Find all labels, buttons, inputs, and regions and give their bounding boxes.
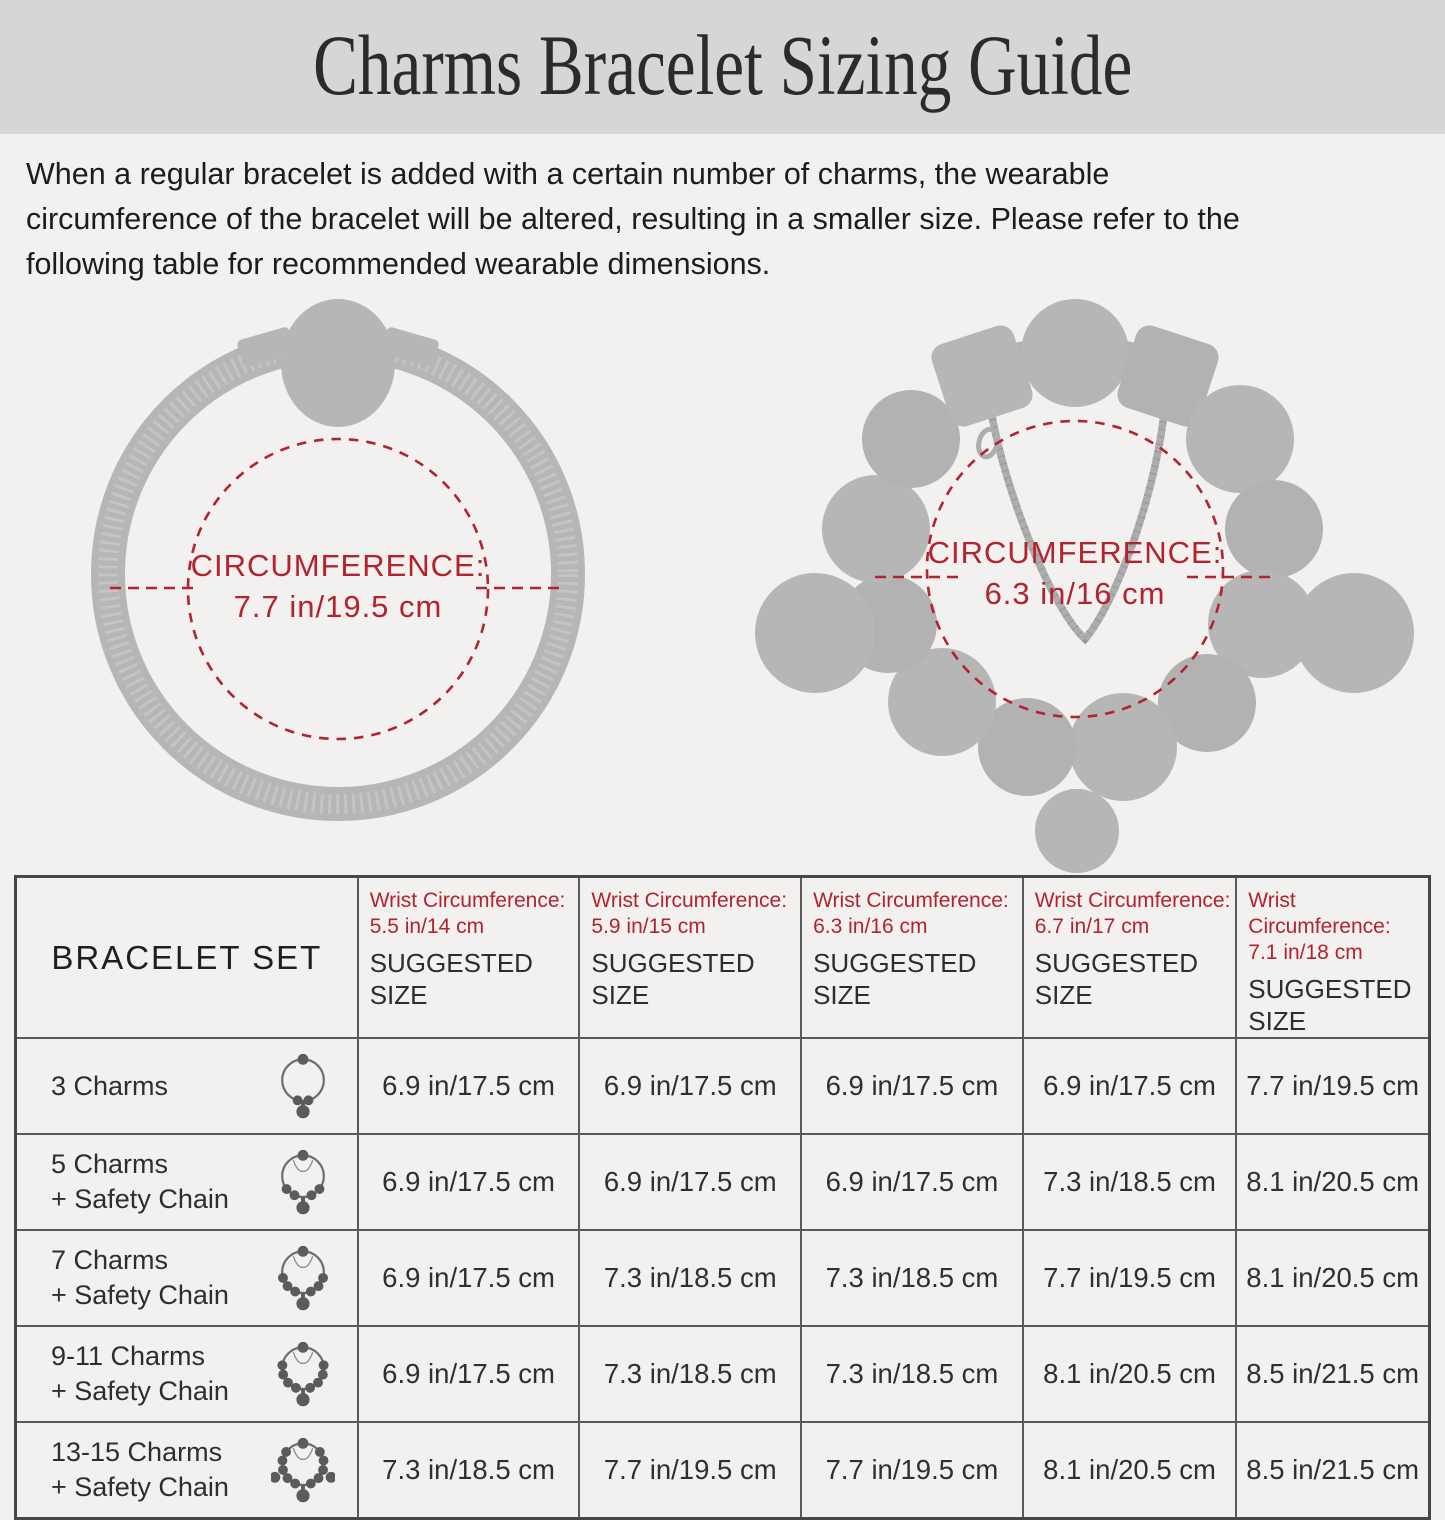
size-cell: 6.9 in/17.5 cm	[801, 1134, 1023, 1230]
size-cell: 8.1 in/20.5 cm	[1023, 1326, 1237, 1422]
size-cell: 6.9 in/17.5 cm	[579, 1134, 801, 1230]
set-label: 5 Charms + Safety Chain	[51, 1149, 229, 1214]
size-cell: 7.3 in/18.5 cm	[1023, 1134, 1237, 1230]
table-row	[16, 1326, 1430, 1422]
bracelet-set-cell	[16, 1326, 358, 1422]
charm-bracelet-diagram	[737, 291, 1427, 876]
intro-line: When a regular bracelet is added with a certain number of charms, the wearable	[26, 157, 1110, 191]
dangle-charm-right	[1294, 573, 1414, 693]
header-row	[16, 877, 1430, 1039]
page-title: Charms Bracelet Sizing Guide	[312, 19, 1133, 114]
title-banner	[0, 0, 1445, 134]
size-cell: 7.7 in/19.5 cm	[801, 1422, 1023, 1519]
wrist-header-cell	[1236, 877, 1429, 1039]
size-cell: 7.3 in/18.5 cm	[358, 1422, 580, 1519]
suggested-size-label: SUGGESTED SIZE	[369, 948, 533, 1010]
bracelet-set-cell	[16, 1422, 358, 1519]
wrist-value: 7.1 in/18 cm	[1248, 941, 1363, 964]
bracelet-set-icon	[271, 1243, 335, 1313]
set-label: 9-11 Charms + Safety Chain	[51, 1341, 229, 1406]
size-cell: 8.1 in/20.5 cm	[1236, 1134, 1429, 1230]
size-cell: 6.9 in/17.5 cm	[358, 1134, 580, 1230]
suggested-size-label: SUGGESTED SIZE	[591, 948, 755, 1010]
wrist-value: 5.9 in/15 cm	[591, 915, 706, 938]
size-cell: 6.9 in/17.5 cm	[579, 1038, 801, 1134]
wrist-header-cell	[579, 877, 801, 1039]
suggested-size-label: SUGGESTED SIZE	[1034, 948, 1199, 1010]
dangle-charm-left	[755, 573, 875, 693]
size-cell: 7.3 in/18.5 cm	[801, 1230, 1023, 1326]
wrist-label: Wrist Circumference:	[1248, 889, 1391, 938]
circumference-label: CIRCUMFERENCE:	[190, 548, 486, 583]
intro-line: circumference of the bracelet will be altered, resulting in a smaller size. Please refer to the	[26, 202, 1240, 236]
set-label: 3 Charms	[51, 1070, 169, 1101]
bracelet-set-icon	[271, 1051, 335, 1121]
diagram-section	[0, 291, 1445, 875]
wrist-value: 6.3 in/16 cm	[813, 915, 928, 938]
bracelet-set-icon	[271, 1339, 335, 1409]
set-label: 7 Charms + Safety Chain	[51, 1245, 229, 1310]
bracelet-set-header: BRACELET SET	[16, 877, 358, 1039]
bracelet-clasp	[281, 299, 395, 427]
bracelet-set-icon	[271, 1435, 335, 1505]
circumference-label: CIRCUMFERENCE:	[927, 535, 1223, 570]
dangle-charm-bottom	[1035, 789, 1119, 873]
plain-bracelet-diagram	[18, 299, 663, 824]
size-cell: 6.9 in/17.5 cm	[358, 1326, 580, 1422]
wrist-header-cell	[358, 877, 580, 1039]
wrist-value: 5.5 in/14 cm	[369, 915, 485, 938]
size-cell: 7.3 in/18.5 cm	[801, 1326, 1023, 1422]
size-cell: 8.1 in/20.5 cm	[1023, 1422, 1237, 1519]
bracelet-set-cell	[16, 1134, 358, 1230]
size-cell: 7.3 in/18.5 cm	[579, 1326, 801, 1422]
size-cell: 8.5 in/21.5 cm	[1236, 1326, 1429, 1422]
table-row	[16, 1038, 1430, 1134]
table-row	[16, 1422, 1430, 1519]
size-cell: 6.9 in/17.5 cm	[358, 1230, 580, 1326]
wrist-label: Wrist Circumference:	[1034, 889, 1231, 912]
bracelet-set-icon	[271, 1147, 335, 1217]
size-cell: 8.5 in/21.5 cm	[1236, 1422, 1429, 1519]
circumference-value: 6.3 in/16 cm	[984, 576, 1166, 611]
intro-line: following table for recommended wearable dimensions.	[26, 247, 771, 281]
bracelet-set-cell	[16, 1230, 358, 1326]
wrist-label: Wrist Circumference:	[813, 889, 1009, 912]
circumference-value: 7.7 in/19.5 cm	[233, 589, 443, 624]
table-row	[16, 1134, 1430, 1230]
wrist-label: Wrist Circumference:	[369, 889, 566, 912]
suggested-size-label: SUGGESTED SIZE	[1248, 974, 1412, 1036]
wrist-header-cell	[801, 877, 1023, 1039]
wrist-label: Wrist Circumference:	[591, 889, 788, 912]
wrist-value: 6.7 in/17 cm	[1034, 915, 1150, 938]
suggested-size-label: SUGGESTED SIZE	[813, 948, 977, 1010]
sizing-table-section	[0, 875, 1445, 1520]
size-cell: 6.9 in/17.5 cm	[358, 1038, 580, 1134]
table-row	[16, 1230, 1430, 1326]
wrist-header-cell	[1023, 877, 1237, 1039]
size-cell: 7.7 in/19.5 cm	[579, 1422, 801, 1519]
size-cell: 8.1 in/20.5 cm	[1236, 1230, 1429, 1326]
set-label: 13-15 Charms + Safety Chain	[51, 1437, 229, 1502]
bracelet-set-cell	[16, 1038, 358, 1134]
intro-paragraph	[0, 134, 1445, 291]
size-cell: 7.3 in/18.5 cm	[579, 1230, 801, 1326]
size-cell: 7.7 in/19.5 cm	[1236, 1038, 1429, 1134]
size-cell: 6.9 in/17.5 cm	[801, 1038, 1023, 1134]
sizing-table	[14, 875, 1431, 1520]
size-cell: 6.9 in/17.5 cm	[1023, 1038, 1237, 1134]
size-cell: 7.7 in/19.5 cm	[1023, 1230, 1237, 1326]
